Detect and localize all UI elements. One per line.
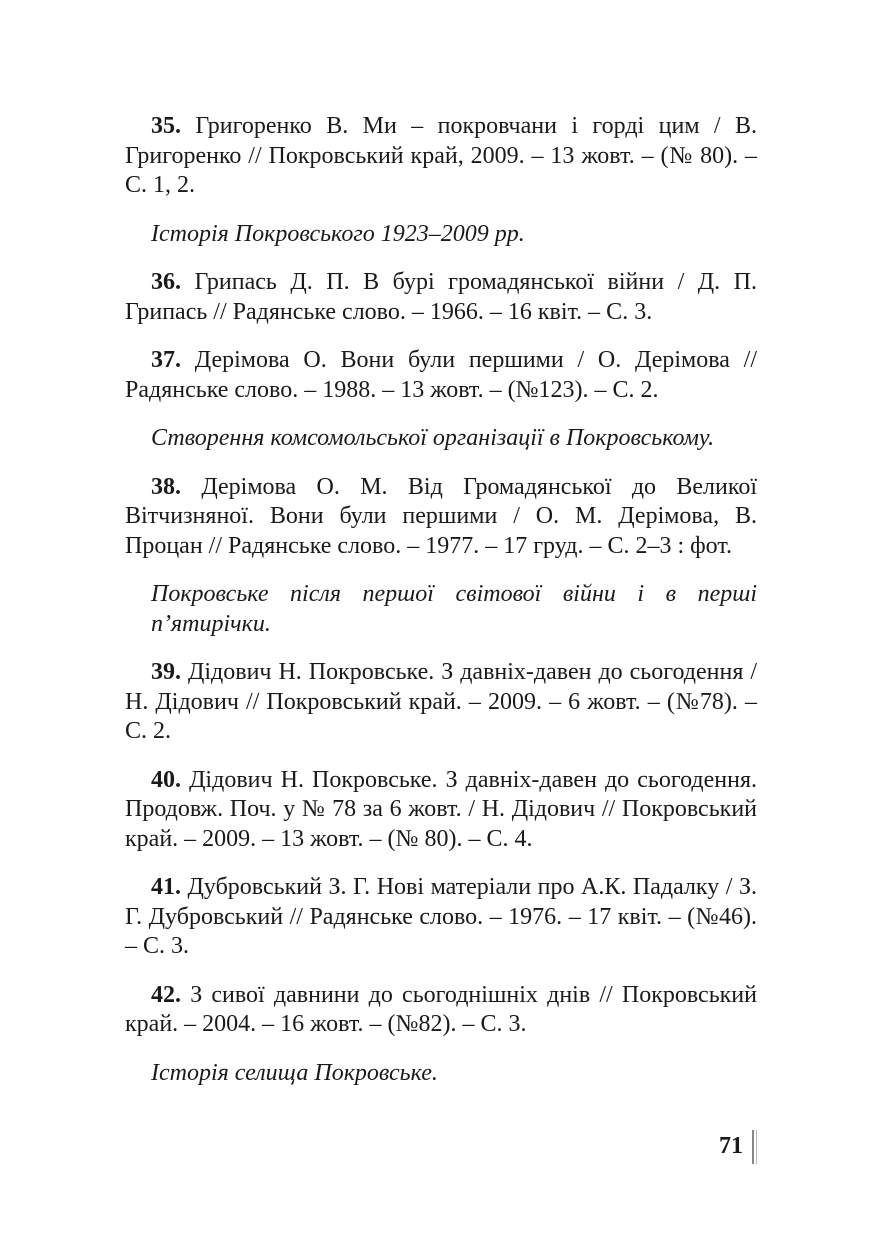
entry-text: Дідович Н. Покровське. З давніх-давен до сьогодення / Н. Дідович // Покровський край. – 2009. – 6 жовт. – (№78). – С. 2.: [125, 659, 758, 744]
bibliography-list: [125, 112, 757, 1107]
bibliography-entry-38: [125, 473, 757, 562]
entry-annotation-38: Покровське після першої світової війни і в перші п’ятирічки.: [151, 581, 757, 637]
entry-number: 39.: [151, 659, 181, 685]
entry-text: Грипась Д. П. В бурі громадянської війни / Д. П. Грипась // Радянське слово. – 1966. – 16 квіт. – С. 3.: [125, 269, 757, 325]
page-edge-rule: [752, 1130, 757, 1164]
entry-number: 35.: [151, 113, 181, 139]
bibliography-entry-39: [125, 658, 757, 747]
entry-number: 42.: [151, 981, 181, 1008]
bibliography-entry-40: [125, 766, 757, 855]
bibliography-entry-36: [125, 268, 757, 327]
page-number: 71: [719, 1133, 743, 1159]
entry-text: Дідович Н. Покровське. З давніх-давен до сьогодення. Продовж. Поч. у № 78 за 6 жовт. / Н. Дідович // Покровський край. – 2009. – 13 жовт. – (№ 80). – С. 4.: [125, 766, 757, 852]
entry-number: 41.: [151, 874, 181, 900]
entry-number: 38.: [151, 473, 181, 500]
entry-text: Дерімова О. Вони були першими / О. Дерімова // Радянське слово. – 1988. – 13 жовт. – (№123). – С. 2.: [125, 347, 757, 403]
entry-text: Дубровський З. Г. Нові матеріали про А.К. Падалку / З. Г. Дубровський // Радянське слово. – 1976. – 17 квіт. – (№46). – С. 3.: [125, 874, 758, 959]
entry-text: З сивої давнини до сьогоднішніх днів // Покровський край. – 2004. – 16 жовт. – (№82). – С. 3.: [125, 981, 757, 1037]
bibliography-entry-35: [125, 112, 757, 201]
entry-number: 36.: [151, 269, 181, 295]
entry-annotation-37: Створення комсомольської організації в Покровському.: [151, 425, 715, 451]
bibliography-entry-42: [125, 981, 757, 1040]
entry-number: 37.: [151, 347, 181, 373]
entry-number: 40.: [151, 766, 181, 793]
bibliography-entry-37: [125, 346, 757, 405]
entry-annotation-42: Історія селища Покровське.: [151, 1059, 438, 1086]
entry-annotation-35: Історія Покровського 1923–2009 рр.: [151, 220, 525, 247]
entry-text: Дерімова О. М. Від Громадянської до Великої Вітчизняної. Вони були першими / О. М. Дерімова, В. Процан // Радянське слово. – 1977. – 17 груд. – С. 2–3 : фот.: [125, 473, 757, 559]
entry-text: Григоренко В. Ми – покровчани і горді цим / В. Григоренко // Покровський край, 2009. – 13 жовт. – (№ 80). – С. 1, 2.: [125, 113, 757, 198]
bibliography-entry-41: [125, 873, 757, 962]
page-footer: [0, 1130, 757, 1166]
